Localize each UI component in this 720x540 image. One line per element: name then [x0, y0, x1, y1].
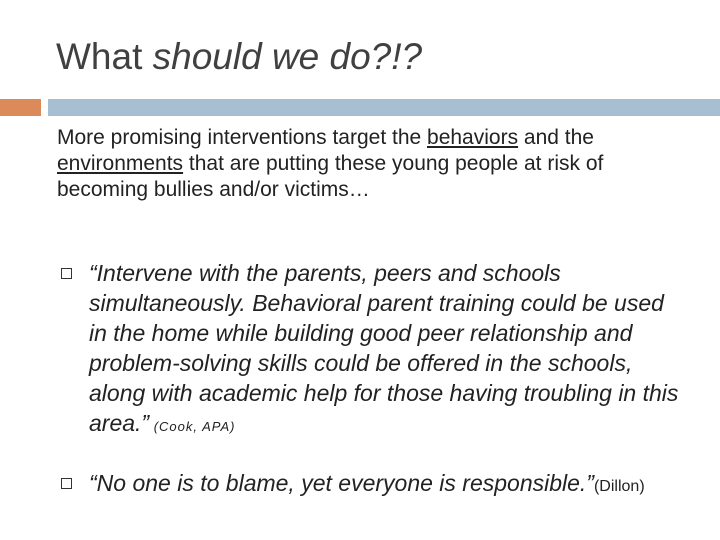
title-rule-bar	[48, 99, 720, 116]
accent-block	[0, 99, 41, 116]
quote-text-2: “No one is to blame, yet everyone is responsible.”	[89, 470, 594, 496]
intro-text-2: and the	[518, 126, 594, 149]
intro-text-1: More promising interventions target the	[57, 126, 428, 149]
citation-1: (Cook, APA)	[149, 419, 236, 434]
bullet-quote-1	[89, 258, 679, 442]
hollow-square-bullet-icon	[61, 268, 72, 279]
intro-text-3: that are putting these young people at risk of becoming bullies and/or victims…	[57, 152, 604, 201]
citation-2: (Dillon)	[593, 478, 645, 495]
intro-underlined-environments: environments	[57, 152, 184, 175]
hollow-square-bullet-icon	[61, 478, 72, 489]
quote-text-1: “Intervene with the parents, peers and schools simultaneously. Behavioral parent training could be used in the home while building good peer relationship and problem-solving skills could be offered in the schools, along with academic help for those having troubling in this area.”	[89, 260, 679, 436]
title-italic: should we do?!?	[152, 36, 423, 77]
title-plain: What	[56, 36, 153, 77]
bullet-quote-2	[89, 468, 679, 502]
slide-title	[56, 36, 422, 78]
intro-underlined-behaviors: behaviors	[427, 126, 519, 149]
intro-paragraph	[57, 125, 697, 203]
